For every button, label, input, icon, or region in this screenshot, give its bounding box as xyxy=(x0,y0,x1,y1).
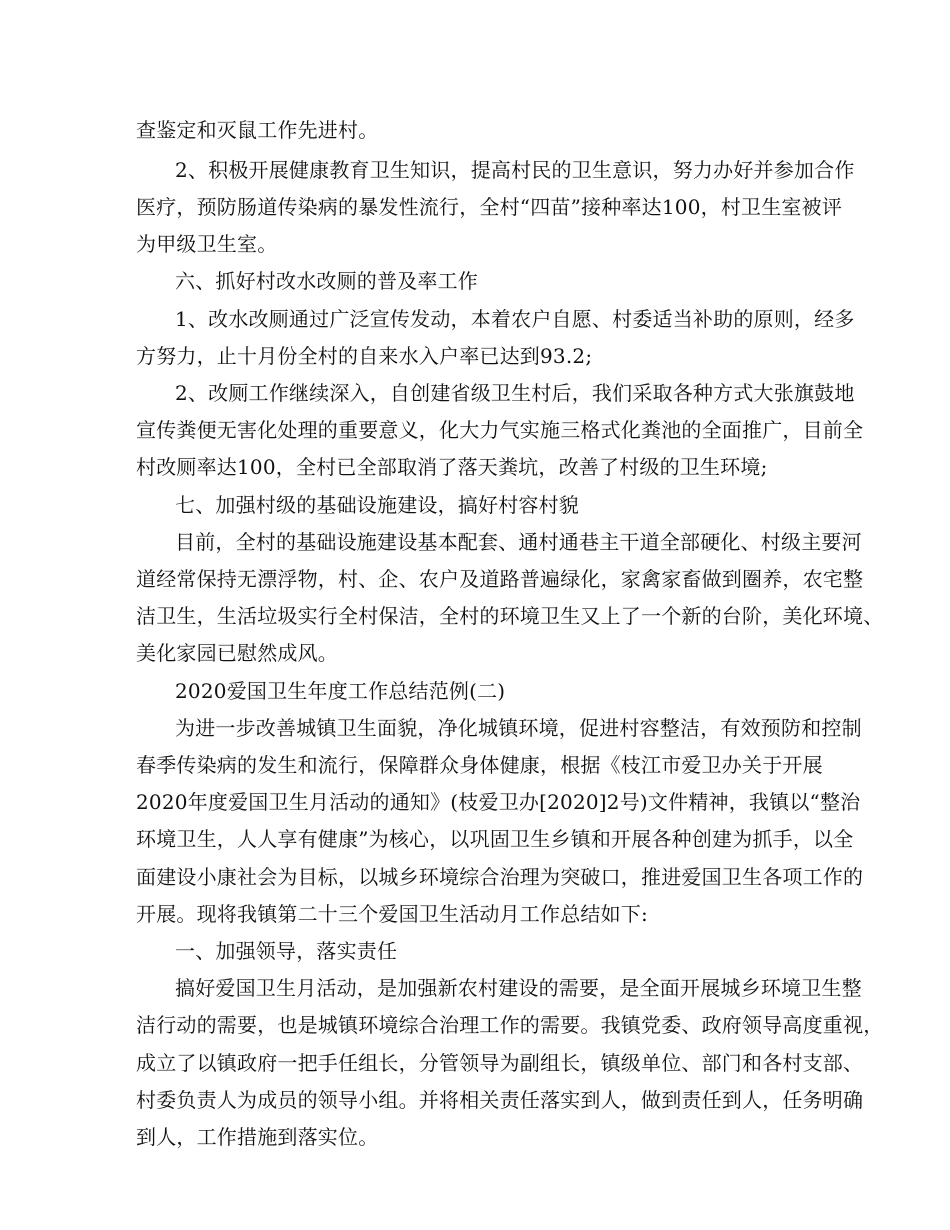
document-title: 2020爱国卫生年度工作总结范例(二) xyxy=(175,679,506,703)
text-line: 洁卫生，生活垃圾实行全村保洁，全村的环境卫生又上了一个新的台阶，美化环境、 xyxy=(136,604,884,628)
section-heading: 一、加强领导，落实责任 xyxy=(175,939,398,963)
text-line: 查鉴定和灭鼠工作先进村。 xyxy=(136,118,379,142)
text-line: 医疗，预防肠道传染病的暴发性流行，全村“四苗”接种率达100，村卫生室被评 xyxy=(136,195,843,219)
section-heading: 七、加强村级的基础设施建设，搞好村容村貌 xyxy=(175,493,579,517)
text-line: 村委负责人为成员的领导小组。并将相关责任落实到人，做到责任到人，任务明确 xyxy=(136,1088,864,1112)
text-line: 2020年度爱国卫生月活动的通知》(枝爱卫办[2020]2号)文件精神，我镇以“整治 xyxy=(136,790,861,814)
text-line: 2、积极开展健康教育卫生知识，提高村民的卫生意识，努力办好并参加合作 xyxy=(175,158,855,182)
text-line: 2、改厕工作继续深入，自创建省级卫生村后，我们采取各种方式大张旗鼓地 xyxy=(175,381,855,405)
text-line: 为进一步改善城镇卫生面貌，净化城镇环境，促进村容整洁，有效预防和控制 xyxy=(175,716,862,740)
text-line: 为甲级卫生室。 xyxy=(136,232,278,256)
text-line: 1、改水改厕通过广泛宣传发动，本着农户自愿、村委适当补助的原则，经多 xyxy=(175,307,855,331)
text-line: 道经常保持无漂浮物，村、企、农户及道路普遍绿化，家禽家畜做到圈养，农宅整 xyxy=(136,567,864,591)
text-line: 方努力，止十月份全村的自来水入户率已达到93.2; xyxy=(136,344,593,368)
text-line: 环境卫生，人人享有健康”为核心，以巩固卫生乡镇和开展各种创建为抓手，以全 xyxy=(136,827,854,851)
section-heading: 六、抓好村改水改厕的普及率工作 xyxy=(175,269,478,293)
text-line: 成立了以镇政府一把手任组长，分管领导为副组长，镇级单位、部门和各村支部、 xyxy=(136,1051,864,1075)
text-line: 搞好爱国卫生月活动，是加强新农村建设的需要，是全面开展城乡环境卫生整 xyxy=(175,976,862,1000)
text-line: 到人，工作措施到落实位。 xyxy=(136,1125,379,1149)
text-line: 面建设小康社会为目标，以城乡环境综合治理为突破口，推进爱国卫生各项工作的 xyxy=(136,865,864,889)
text-line: 村改厕率达100，全村已全部取消了落天粪坑，改善了村级的卫生环境; xyxy=(136,455,768,479)
text-line: 开展。现将我镇第二十三个爱国卫生活动月工作总结如下: xyxy=(136,902,648,926)
text-line: 美化家园已慰然成风。 xyxy=(136,641,338,665)
text-line: 目前，全村的基础设施建设基本配套、通村通巷主干道全部硬化、村级主要河 xyxy=(175,530,862,554)
text-line: 洁行动的需要，也是城镇环境综合治理工作的需要。我镇党委、政府领导高度重视， xyxy=(136,1013,884,1037)
text-line: 春季传染病的发生和流行，保障群众身体健康，根据《枝江市爱卫办关于开展 xyxy=(136,753,823,777)
text-line: 宣传粪便无害化处理的重要意义，化大力气实施三格式化粪池的全面推广，目前全 xyxy=(136,418,864,442)
